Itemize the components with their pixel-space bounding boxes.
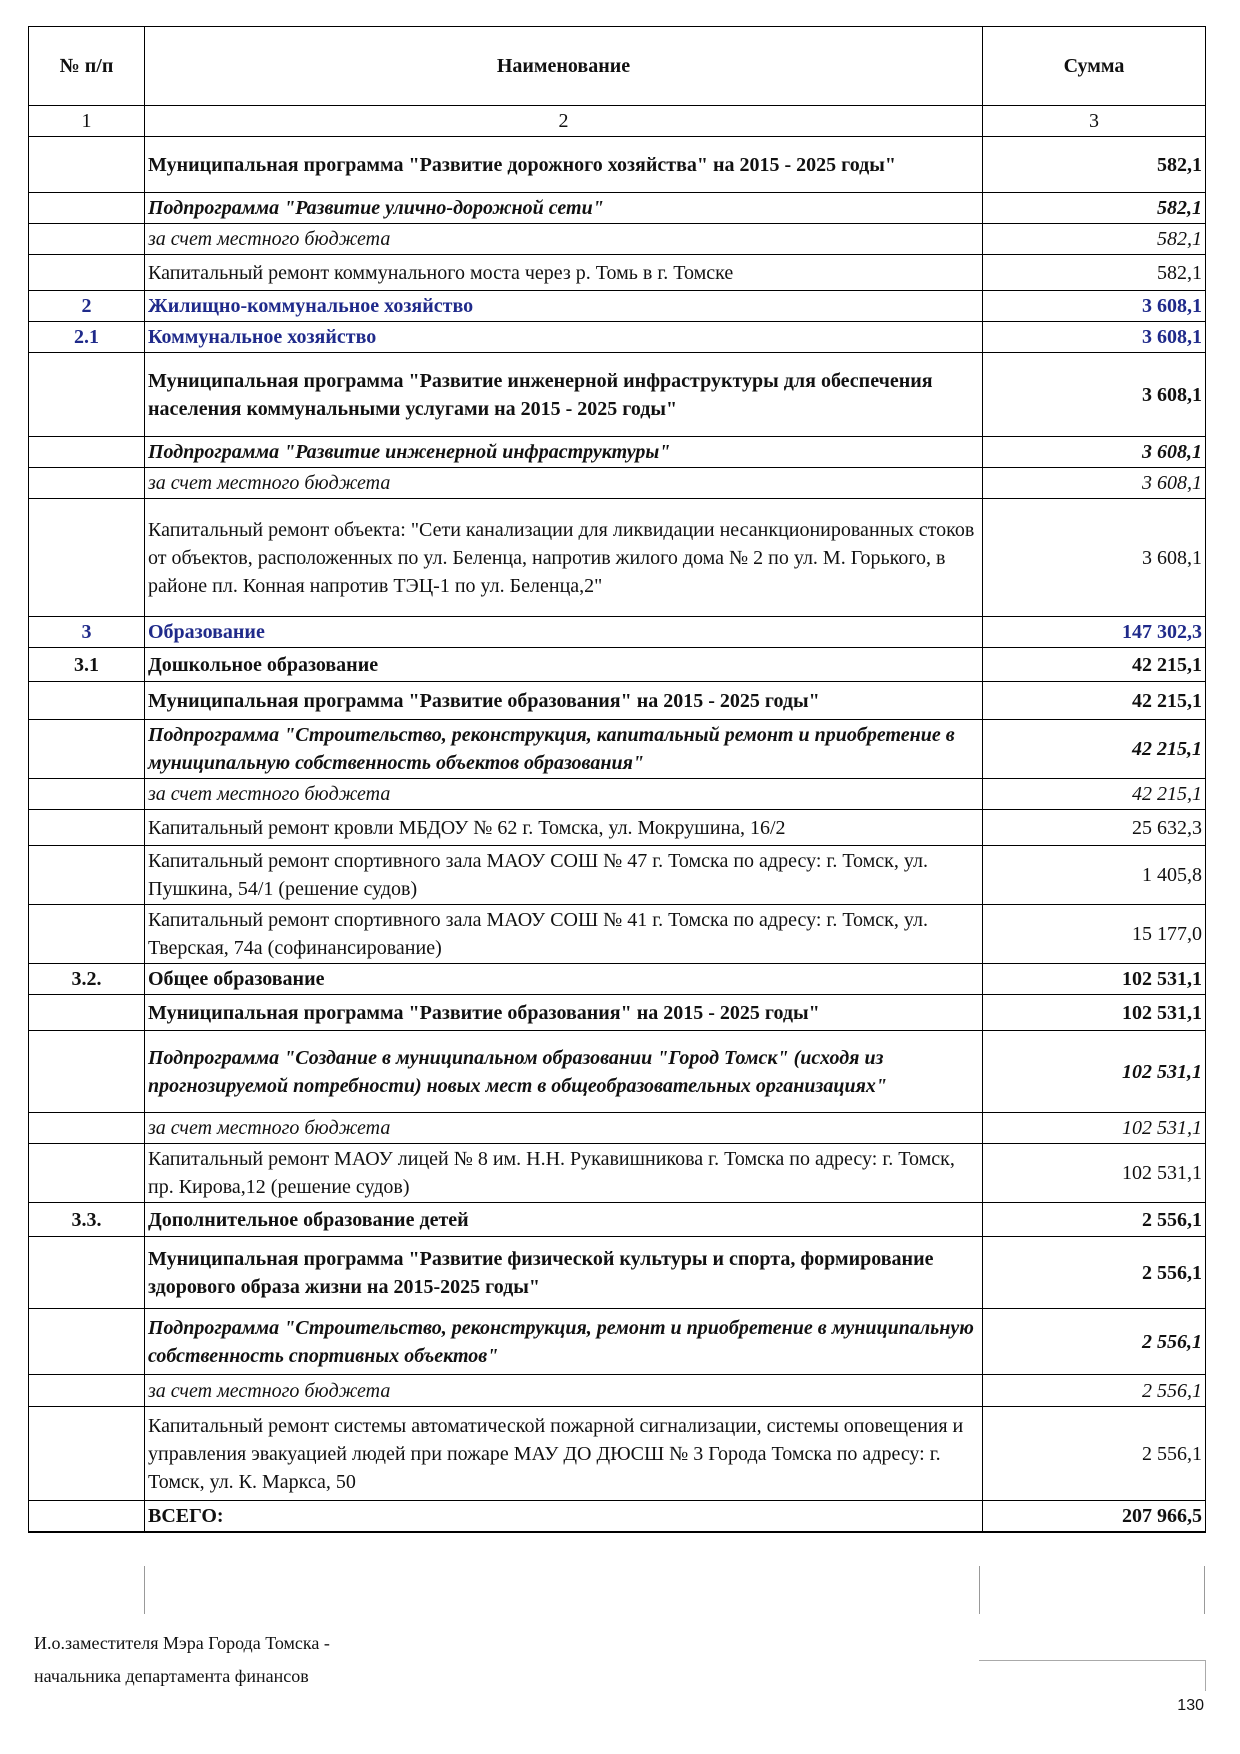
table-row xyxy=(29,1203,1206,1237)
column-divider xyxy=(1204,1566,1205,1614)
total-num xyxy=(29,1501,145,1533)
row-num xyxy=(29,720,145,779)
table-row xyxy=(29,682,1206,720)
table-row xyxy=(29,437,1206,468)
row-num xyxy=(29,779,145,810)
table-row xyxy=(29,720,1206,779)
row-sum: 582,1 xyxy=(983,137,1206,193)
table-row xyxy=(29,617,1206,648)
row-name: Капитальный ремонт МАОУ лицей № 8 им. Н.Н. Рукавишникова г. Томска по адресу: г. Томск, пр. Кирова,12 (решение судов) xyxy=(145,1144,983,1203)
row-name: Общее образование xyxy=(145,964,983,995)
row-num: 3 xyxy=(29,617,145,648)
header-num: № п/п xyxy=(29,27,145,106)
row-sum: 2 556,1 xyxy=(983,1407,1206,1501)
table-row xyxy=(29,353,1206,437)
row-num xyxy=(29,995,145,1031)
row-num xyxy=(29,905,145,964)
table-row xyxy=(29,846,1206,905)
signature-line-2: начальника департамента финансов xyxy=(34,1666,309,1686)
row-name: Капитальный ремонт системы автоматической пожарной сигнализации, системы оповещения и управления эвакуацией людей при пожаре МАУ ДО ДЮСШ № 3 Города Томска по адресу: г. Томск, ул. К. Маркса, 50 xyxy=(145,1407,983,1501)
table-row xyxy=(29,499,1206,617)
table-row xyxy=(29,779,1206,810)
row-num xyxy=(29,1144,145,1203)
row-num xyxy=(29,1113,145,1144)
column-divider xyxy=(979,1566,980,1614)
page-number: 130 xyxy=(1177,1697,1204,1714)
row-sum: 3 608,1 xyxy=(983,291,1206,322)
row-sum: 42 215,1 xyxy=(983,682,1206,720)
table-row xyxy=(29,648,1206,682)
table-row xyxy=(29,1144,1206,1203)
row-num xyxy=(29,1309,145,1375)
row-sum: 582,1 xyxy=(983,224,1206,255)
row-name: Подпрограмма "Создание в муниципальном образовании "Город Томск" (исходя из прогнозируемой потребности) новых мест в общеобразовательных организациях" xyxy=(145,1031,983,1113)
row-name: за счет местного бюджета xyxy=(145,468,983,499)
row-name: Подпрограмма "Развитие улично-дорожной сети" xyxy=(145,193,983,224)
row-num xyxy=(29,468,145,499)
row-sum: 2 556,1 xyxy=(983,1237,1206,1309)
header-name: Наименование xyxy=(145,27,983,106)
row-num xyxy=(29,1407,145,1501)
row-num xyxy=(29,437,145,468)
row-num xyxy=(29,353,145,437)
table-row xyxy=(29,1407,1206,1501)
row-sum: 3 608,1 xyxy=(983,353,1206,437)
column-number: 1 xyxy=(29,106,145,137)
row-sum: 1 405,8 xyxy=(983,846,1206,905)
table-row xyxy=(29,137,1206,193)
column-number-row xyxy=(29,106,1206,137)
row-name: Дошкольное образование xyxy=(145,648,983,682)
row-sum: 3 608,1 xyxy=(983,468,1206,499)
table-header-row xyxy=(29,27,1206,106)
row-sum: 3 608,1 xyxy=(983,499,1206,617)
row-num xyxy=(29,1375,145,1407)
total-row xyxy=(29,1501,1206,1533)
row-name: за счет местного бюджета xyxy=(145,1375,983,1407)
row-num xyxy=(29,499,145,617)
row-name: Муниципальная программа "Развитие инженерной инфраструктуры для обеспечения населения коммунальными услугами на 2015 - 2025 годы" xyxy=(145,353,983,437)
row-num: 3.3. xyxy=(29,1203,145,1237)
row-sum: 102 531,1 xyxy=(983,1031,1206,1113)
table-row xyxy=(29,322,1206,353)
row-name: Подпрограмма "Развитие инженерной инфраструктуры" xyxy=(145,437,983,468)
row-name: Подпрограмма "Строительство, реконструкция, ремонт и приобретение в муниципальную собственность спортивных объектов" xyxy=(145,1309,983,1375)
table-row xyxy=(29,995,1206,1031)
row-num xyxy=(29,224,145,255)
row-num xyxy=(29,846,145,905)
table-row xyxy=(29,1375,1206,1407)
row-sum: 582,1 xyxy=(983,193,1206,224)
row-name: за счет местного бюджета xyxy=(145,779,983,810)
row-sum: 25 632,3 xyxy=(983,810,1206,846)
row-name: Муниципальная программа "Развитие дорожного хозяйства" на 2015 - 2025 годы" xyxy=(145,137,983,193)
total-sum: 207 966,5 xyxy=(983,1501,1206,1533)
table-row xyxy=(29,905,1206,964)
table-row xyxy=(29,291,1206,322)
budget-table xyxy=(28,26,1206,1533)
row-sum: 102 531,1 xyxy=(983,995,1206,1031)
total-label: ВСЕГО: xyxy=(145,1501,983,1533)
row-num xyxy=(29,193,145,224)
column-number: 3 xyxy=(983,106,1206,137)
row-name: Коммунальное хозяйство xyxy=(145,322,983,353)
row-name: Муниципальная программа "Развитие образования" на 2015 - 2025 годы" xyxy=(145,995,983,1031)
row-num: 2 xyxy=(29,291,145,322)
row-sum: 582,1 xyxy=(983,255,1206,291)
table-row xyxy=(29,193,1206,224)
row-num: 3.2. xyxy=(29,964,145,995)
row-name: за счет местного бюджета xyxy=(145,224,983,255)
table-row xyxy=(29,468,1206,499)
table-row xyxy=(29,1237,1206,1309)
signature-box xyxy=(979,1660,1206,1691)
row-num xyxy=(29,810,145,846)
row-num: 2.1 xyxy=(29,322,145,353)
row-num xyxy=(29,1237,145,1309)
table-row xyxy=(29,224,1206,255)
row-sum: 2 556,1 xyxy=(983,1375,1206,1407)
row-name: Капитальный ремонт спортивного зала МАОУ СОШ № 41 г. Томска по адресу: г. Томск, ул. Тверская, 74а (софинансирование) xyxy=(145,905,983,964)
table-row xyxy=(29,1031,1206,1113)
row-name: Дополнительное образование детей xyxy=(145,1203,983,1237)
row-name: Капитальный ремонт коммунального моста через р. Томь в г. Томске xyxy=(145,255,983,291)
row-name: Жилищно-коммунальное хозяйство xyxy=(145,291,983,322)
row-num xyxy=(29,255,145,291)
row-num: 3.1 xyxy=(29,648,145,682)
row-sum: 2 556,1 xyxy=(983,1203,1206,1237)
row-sum: 102 531,1 xyxy=(983,1113,1206,1144)
row-name: Муниципальная программа "Развитие образования" на 2015 - 2025 годы" xyxy=(145,682,983,720)
row-sum: 2 556,1 xyxy=(983,1309,1206,1375)
row-sum: 42 215,1 xyxy=(983,720,1206,779)
row-name: Капитальный ремонт спортивного зала МАОУ СОШ № 47 г. Томска по адресу: г. Томск, ул. Пушкина, 54/1 (решение судов) xyxy=(145,846,983,905)
row-name: Муниципальная программа "Развитие физической культуры и спорта, формирование здорового образа жизни на 2015-2025 годы" xyxy=(145,1237,983,1309)
row-num xyxy=(29,1031,145,1113)
signature-line-1: И.о.заместителя Мэра Города Томска - xyxy=(34,1633,330,1653)
header-sum: Сумма xyxy=(983,27,1206,106)
row-sum: 15 177,0 xyxy=(983,905,1206,964)
table-body xyxy=(29,137,1206,1501)
row-name: Капитальный ремонт кровли МБДОУ № 62 г. Томска, ул. Мокрушина, 16/2 xyxy=(145,810,983,846)
column-number: 2 xyxy=(145,106,983,137)
row-name: Капитальный ремонт объекта: "Сети канализации для ликвидации несанкционированных стоков от объектов, расположенных по ул. Беленца, напротив жилого дома № 2 по ул. М. Горького, в районе пл. Конная напротив ТЭЦ-1 по ул. Беленца,2" xyxy=(145,499,983,617)
row-sum: 102 531,1 xyxy=(983,1144,1206,1203)
table-row xyxy=(29,255,1206,291)
table-row xyxy=(29,964,1206,995)
row-sum: 3 608,1 xyxy=(983,437,1206,468)
row-num xyxy=(29,137,145,193)
row-sum: 42 215,1 xyxy=(983,779,1206,810)
row-name: Подпрограмма "Строительство, реконструкция, капитальный ремонт и приобретение в муниципальную собственность объектов образования" xyxy=(145,720,983,779)
column-divider xyxy=(144,1566,145,1614)
row-name: Образование xyxy=(145,617,983,648)
row-num xyxy=(29,682,145,720)
table-row xyxy=(29,1113,1206,1144)
row-sum: 42 215,1 xyxy=(983,648,1206,682)
table-row xyxy=(29,1309,1206,1375)
row-sum: 3 608,1 xyxy=(983,322,1206,353)
row-sum: 102 531,1 xyxy=(983,964,1206,995)
row-name: за счет местного бюджета xyxy=(145,1113,983,1144)
table-row xyxy=(29,810,1206,846)
row-sum: 147 302,3 xyxy=(983,617,1206,648)
